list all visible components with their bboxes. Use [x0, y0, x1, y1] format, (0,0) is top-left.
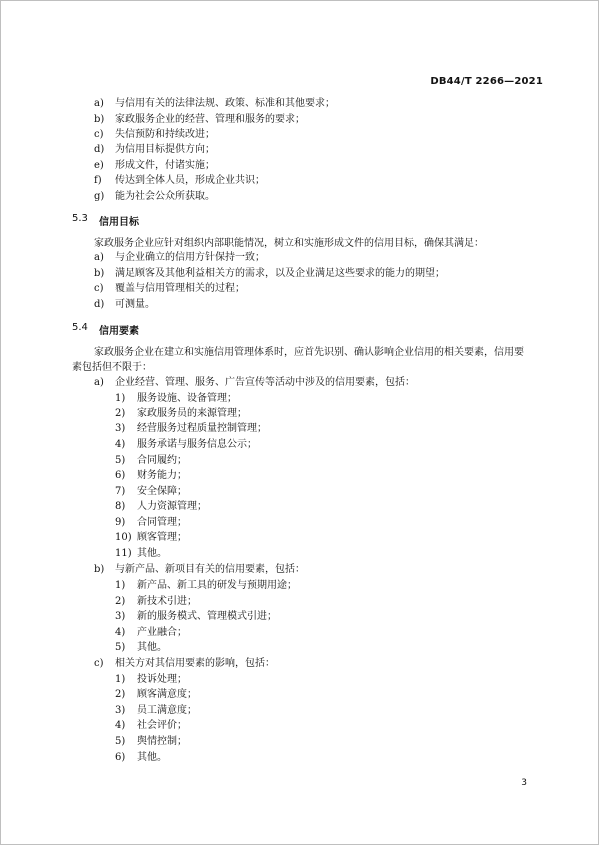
section-5-3-intro: 家政服务企业应针对组织内部职能情况，树立和实施形成文件的信用目标，确保其满足：: [94, 238, 484, 249]
section-5-4-intro-line1: 家政服务企业在建立和实施信用管理体系时，应首先识别、确认影响企业信用的相关要素，信用要: [94, 347, 524, 358]
document-code: DB44/T 2266—2021: [430, 76, 543, 87]
section-5-4-intro-line2: 素包括但不限于：: [72, 362, 152, 373]
page-number: 3: [521, 778, 527, 788]
